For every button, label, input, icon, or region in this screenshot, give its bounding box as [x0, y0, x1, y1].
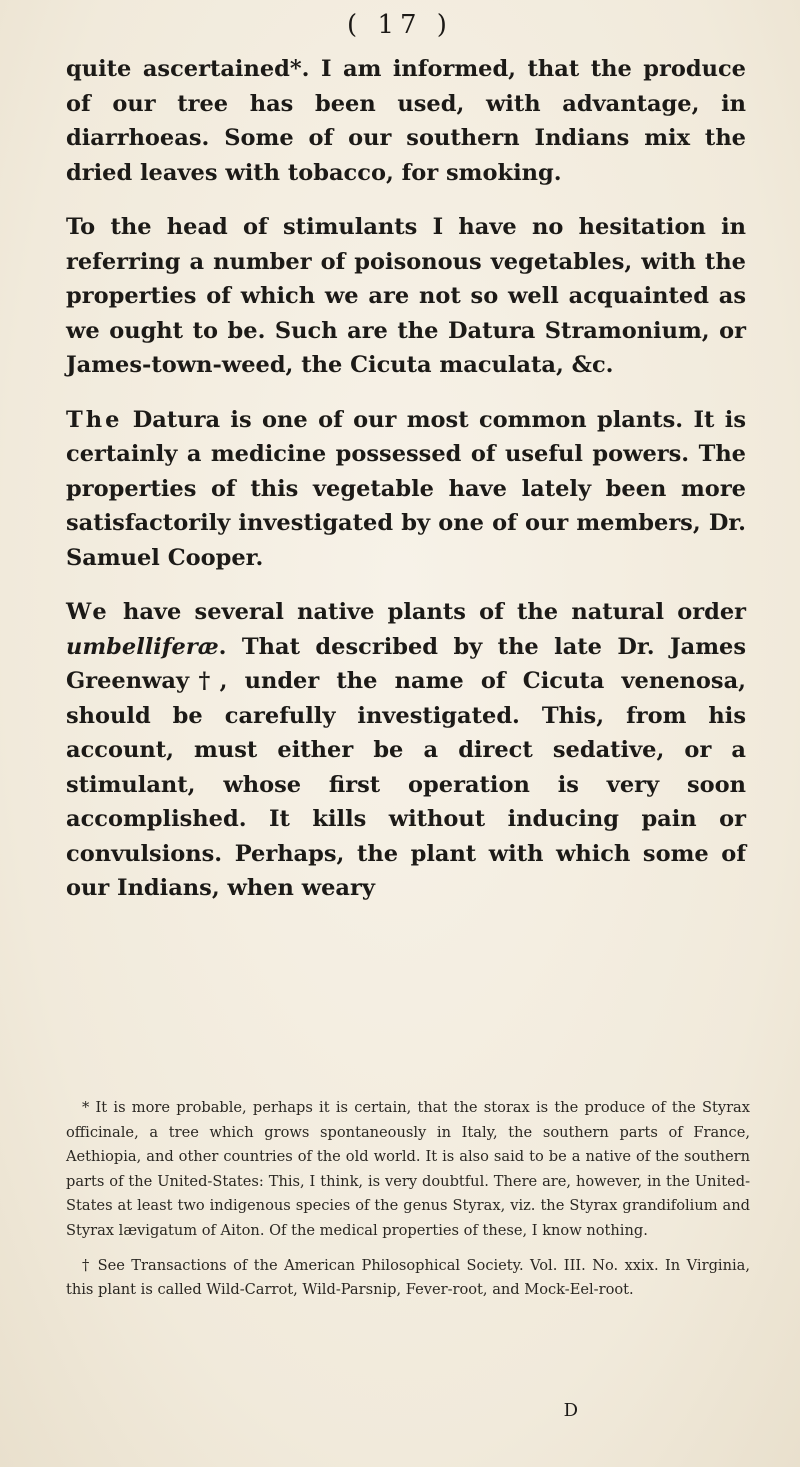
paragraph-3-lead: The — [66, 406, 123, 433]
paragraph-3 — [66, 403, 746, 576]
paragraph-1: quite ascertained*. I am informed, that the produce of our tree has been used, with advantage, in diarrhoeas. Some of our southern Indians mix the dried leaves with tobacco, for smoking. — [66, 56, 746, 186]
footnotes — [66, 1096, 750, 1303]
paragraph-4-text-b: . That described by the late Dr. James Greenway†, under the name of Cicuta venenosa, should be carefully investigated. This, from his account, must either be a direct sedative, or a stimulant, whose first operation is very soon accomplished. It kills without inducing pain or convulsions. Perhaps, the plant with which some of our Indians, when weary — [66, 633, 746, 901]
signature-mark — [0, 1400, 800, 1421]
paragraph-4-lead: We — [66, 599, 110, 625]
main-text — [66, 52, 746, 906]
paragraph-2: To the head of stimulants I have no hesitation in referring a number of poisonous vegetables, with the properties of which we are not so well acquainted as we ought to be. Such are the Datura Stramonium, or James-town-weed, the Cicuta maculata, &c. — [66, 214, 746, 378]
paragraph-4 — [66, 595, 746, 906]
signature-letter: D — [563, 1400, 578, 1421]
paragraph-4-italic-term: umbelliferæ — [66, 633, 219, 660]
footnote-transactions: † See Transactions of the American Philosophical Society. Vol. III. No. xxix. In Virginia, this plant is called Wild-Carrot, Wild-Parsnip, Fever-root, and Mock-Eel-root. — [66, 1256, 750, 1299]
paragraph-4-text-a: have several native plants of the natural order — [109, 599, 746, 625]
footnote-storax: * It is more probable, perhaps it is certain, that the storax is the produce of the Styrax officinale, a tree which grows spontaneously in Italy, the southern parts of France, Aethiopia, and other countries of the old world. It is also said to be a native of the southern parts of the United-States: This, I think, is very doubtful. There are, however, in the United-States at least two indigenous species of the genus Styrax, viz. the Styrax grandifolium and Styrax lævigatum of Aiton. Of the medical properties of these, I know nothing. — [66, 1099, 750, 1239]
page-number: ( 17 ) — [347, 10, 453, 40]
paragraph-3-text: Datura is one of our most common plants. It is certainly a medicine possessed of useful powers. The properties of this vegetable have lately been more satisfactorily investigated by one of our members, Dr. Samuel Cooper. — [66, 406, 746, 571]
